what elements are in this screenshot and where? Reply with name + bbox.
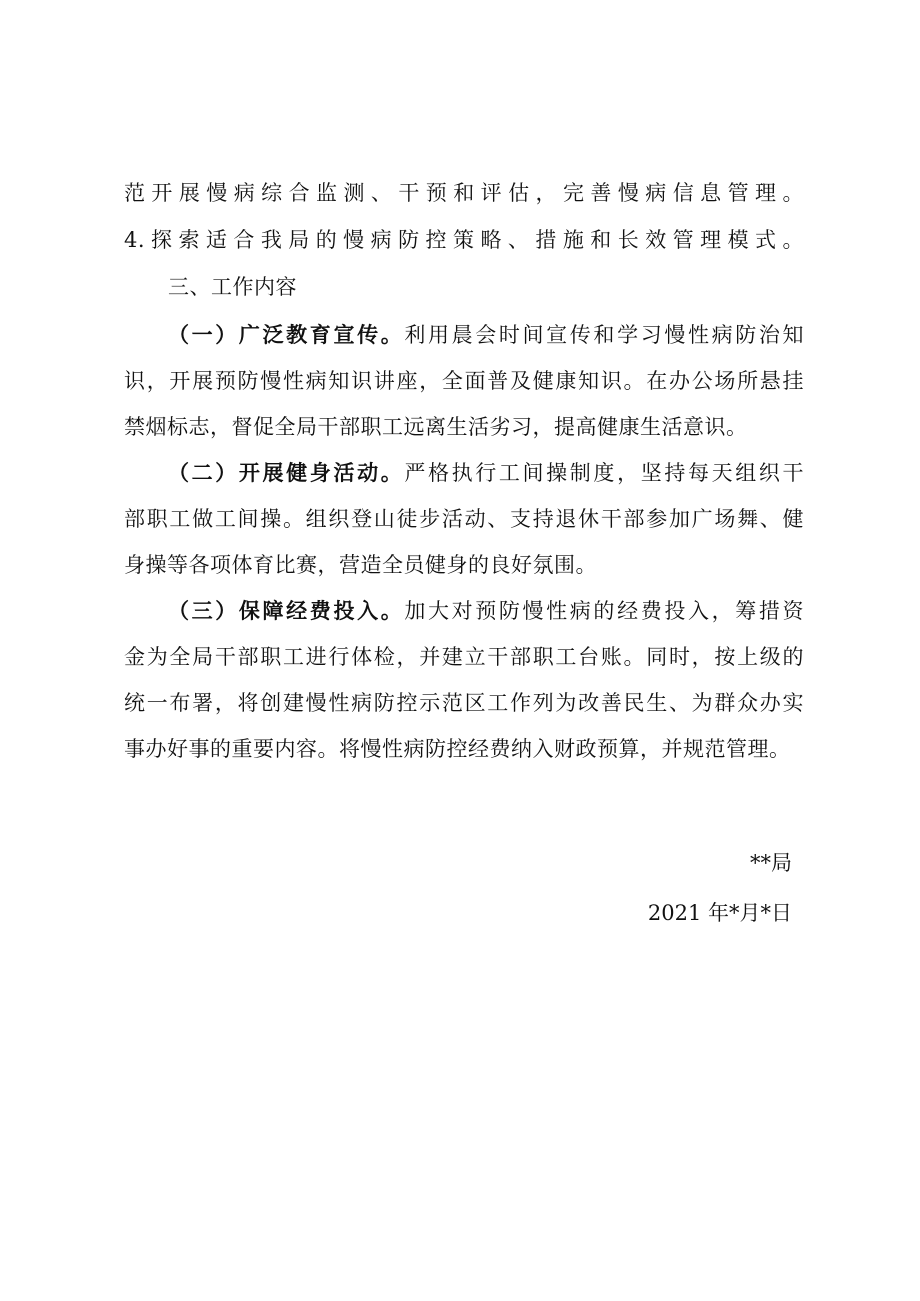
- paragraph-2-line-1: [168, 458, 804, 488]
- paragraph-3-line-1: [168, 596, 804, 626]
- list-item-4: 4.探索适合我局的慢病防控策略、措施和长效管理模式。: [124, 228, 804, 252]
- paragraph-3-line-3: 统一布署，将创建慢性病防控示范区工作列为改善民生、为群众办实: [124, 691, 804, 715]
- section-heading-3: 三、工作内容: [168, 275, 297, 299]
- paragraph-2-line-3: 身操等各项体育比赛，营造全员健身的良好氛围。: [124, 553, 597, 577]
- paragraph-3-line-4: 事办好事的重要内容。将慢性病防控经费纳入财政预算，并规范管理。: [124, 737, 791, 761]
- text-line: 范开展慢病综合监测、干预和评估，完善慢病信息管理。: [124, 181, 804, 205]
- signature-date: 2021 年*月*日: [647, 901, 792, 925]
- paragraph-2-text: 严格执行工间操制度，坚持每天组织干: [404, 461, 805, 485]
- paragraph-1-line-2: 识，开展预防慢性病知识讲座，全面普及健康知识。在办公场所悬挂: [124, 369, 804, 393]
- paragraph-2-heading: （二）开展健身活动。: [168, 460, 405, 485]
- paragraph-3-text: 加大对预防慢性病的经费投入，筹措资: [404, 599, 805, 623]
- paragraph-1-line-1: [168, 320, 804, 350]
- signature-org: **局: [750, 851, 792, 875]
- paragraph-1-heading: （一）广泛教育宣传。: [168, 322, 405, 347]
- paragraph-2-line-2: 部职工做工间操。组织登山徒步活动、支持退休干部参加广场舞、健: [124, 507, 804, 531]
- paragraph-3-line-2: 金为全局干部职工进行体检，并建立干部职工台账。同时，按上级的: [124, 645, 804, 669]
- paragraph-1-line-3: 禁烟标志，督促全局干部职工远离生活劣习，提高健康生活意识。: [124, 415, 748, 439]
- paragraph-3-heading: （三）保障经费投入。: [168, 598, 405, 623]
- paragraph-1-text: 利用晨会时间宣传和学习慢性病防治知: [404, 323, 805, 347]
